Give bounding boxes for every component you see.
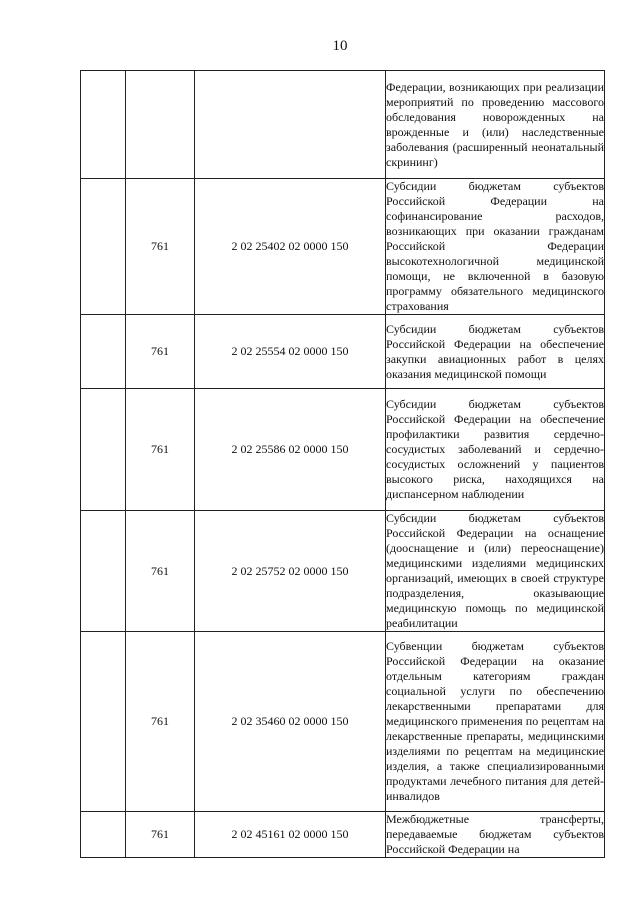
empty-cell [81,632,126,812]
budget-code-table [80,70,605,858]
empty-cell [81,812,126,858]
budget-classification-code-cell: 2 02 25586 02 0000 150 [195,389,386,511]
description-cell [386,812,605,858]
budget-classification-code-cell: 2 02 35460 02 0000 150 [195,632,386,812]
empty-cell [81,71,126,179]
description-cell [386,179,605,315]
admin-code-cell: 761 [126,389,195,511]
admin-code-cell: 761 [126,812,195,858]
description-text: Межбюджетные трансферты, передаваемые бюджетам субъектов Российской Федерации на [386,812,604,856]
empty-cell [81,315,126,389]
table-row [81,179,605,315]
table-row [81,632,605,812]
description-text: Субсидии бюджетам субъектов Российской Федерации на оснащение (дооснащение и (или) переоснащение) медицинскими изделиями медицинских организаций, имеющих в своей структуре подразделения, оказывающие медицинскую помощь по медицинской реабилитации [386,511,604,630]
description-cell [386,511,605,632]
description-cell [386,315,605,389]
description-cell [386,632,605,812]
description-text: Субсидии бюджетам субъектов Российской Федерации на софинансирование расходов, возникающих при оказании гражданам Российской Федерации высокотехнологичной медицинской помощи, не включенной в базовую программу обязательного медицинского страхования [386,179,604,313]
description-text: Федерации, возникающих при реализации мероприятий по проведению массового обследования новорожденных на врожденные и (или) наследственные заболевания (расширенный неонатальный скрининг) [386,79,604,169]
description-text: Субсидии бюджетам субъектов Российской Федерации на обеспечение профилактики развития сердечно-сосудистых заболеваний и сердечно-сосудистых осложнений у пациентов высокого риска, находящихся на диспансерном наблюдении [386,397,604,501]
table-row [81,812,605,858]
description-cell [386,389,605,511]
table-row [81,389,605,511]
admin-code-cell: 761 [126,511,195,632]
budget-classification-code-cell: 2 02 25752 02 0000 150 [195,511,386,632]
admin-code-cell: 761 [126,179,195,315]
description-cell [386,71,605,179]
description-text: Субсидии бюджетам субъектов Российской Федерации на обеспечение закупки авиационных работ в целях оказания медицинской помощи [386,321,604,381]
empty-cell [81,389,126,511]
description-text: Субвенции бюджетам субъектов Российской Федерации на оказание отдельным категориям граждан социальной услуги по обеспечению лекарственными препаратами для медицинского применения по рецептам на лекарственные препараты, медицинскими изделиями по рецептам на медицинские изделия, а также специализированными продуктами лечебного питания для детей-инвалидов [386,639,604,803]
admin-code-cell: 761 [126,632,195,812]
empty-cell [81,511,126,632]
budget-classification-code-cell: 2 02 25402 02 0000 150 [195,179,386,315]
budget-classification-code-cell [195,71,386,179]
budget-classification-code-cell: 2 02 45161 02 0000 150 [195,812,386,858]
table-row [81,315,605,389]
table-row [81,71,605,179]
budget-classification-code-cell: 2 02 25554 02 0000 150 [195,315,386,389]
page-number: 10 [332,38,348,54]
admin-code-cell: 761 [126,315,195,389]
empty-cell [81,179,126,315]
table-row [81,511,605,632]
admin-code-cell [126,71,195,179]
